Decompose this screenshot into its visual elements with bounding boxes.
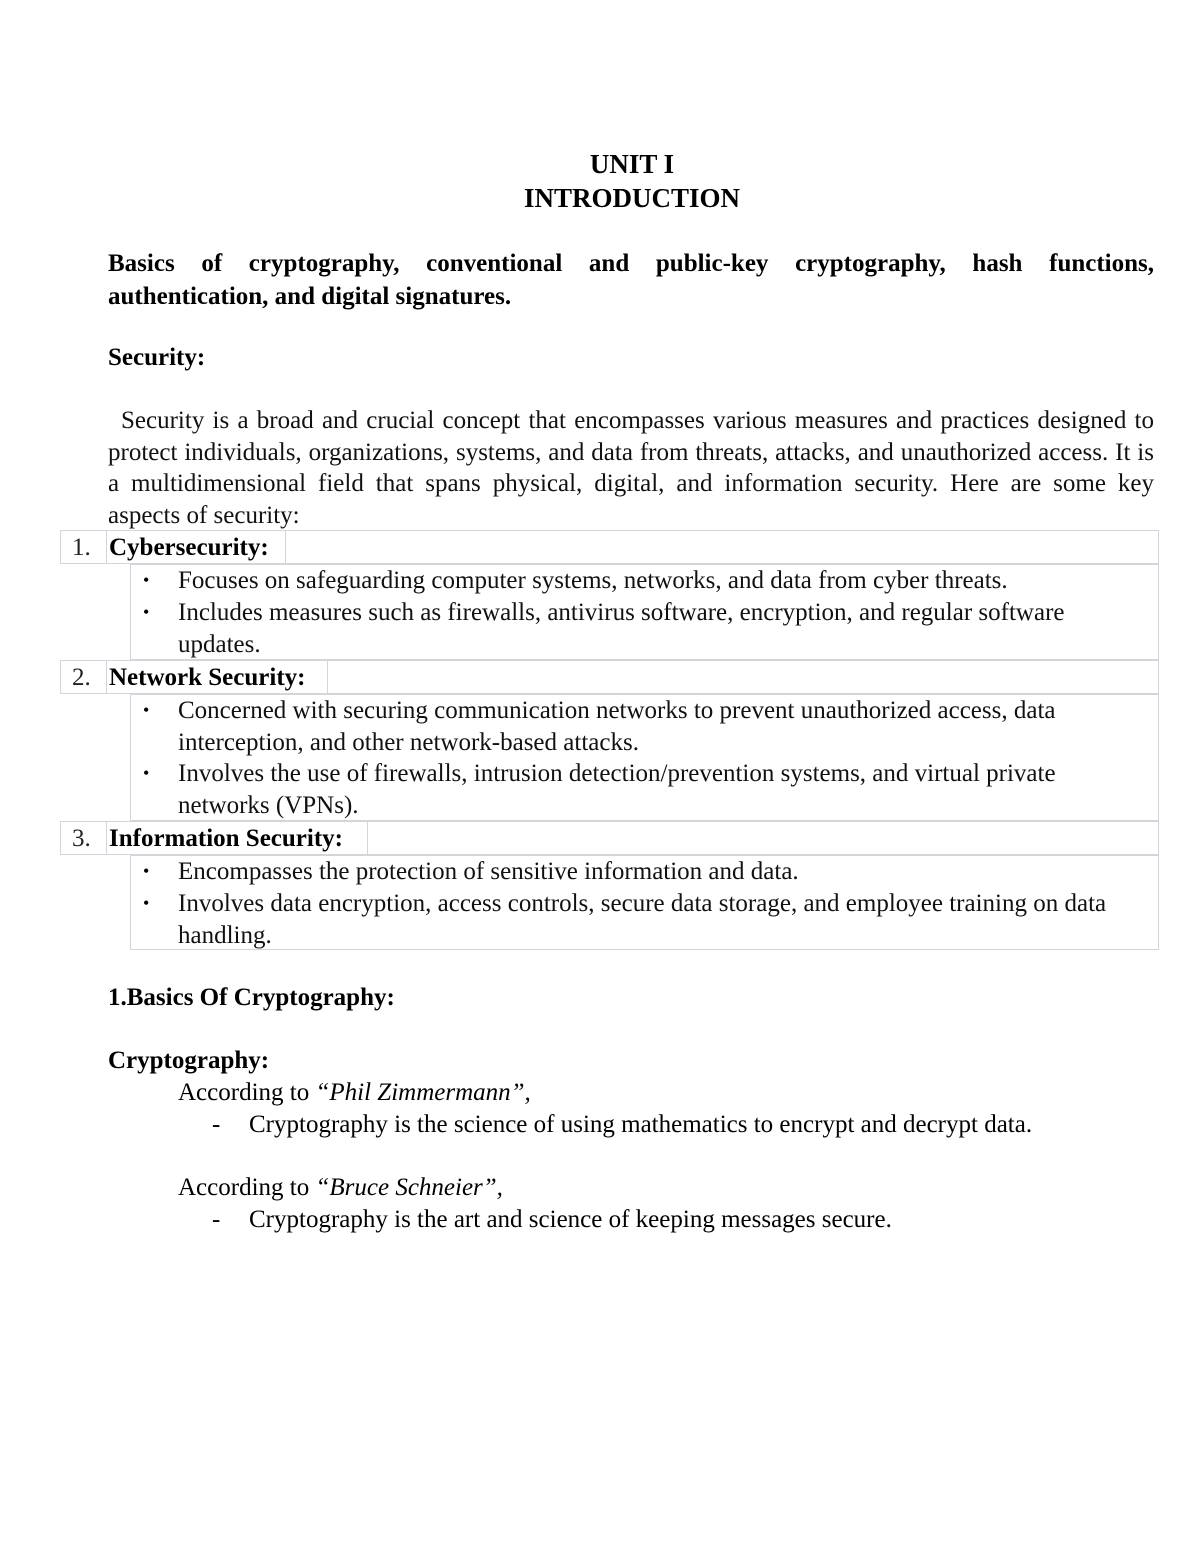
- aspect-1-bullet-2: Includes measures such as firewalls, antivirus software, encryption, and regular software updates.: [178, 599, 1065, 658]
- definition-1-prefix: According to: [178, 1079, 316, 1106]
- bullet-icon: •: [143, 570, 150, 590]
- aspect-2-title: Network Security:: [109, 664, 306, 691]
- basics-heading: 1.Basics Of Cryptography:: [108, 984, 395, 1011]
- definition-2-source: [178, 1172, 503, 1204]
- security-paragraph-body: Security is a broad and crucial concept that encompasses various measures and practices designed to protect individuals, organizations, systems, and data from threats, attacks, and unauthorized access. It is a multidimensional field that spans physical, digital, and information: [108, 407, 1154, 497]
- security-heading: Security:: [108, 344, 206, 371]
- bullet-icon: •: [143, 763, 150, 783]
- aspect-1-title: Cybersecurity:: [109, 534, 269, 561]
- aspect-3-title: Information Security:: [109, 825, 343, 852]
- aspect-2-bullet-2: Involves the use of firewalls, intrusion detection/prevention systems, and virtual private networks (VPNs).: [178, 760, 1056, 819]
- security-paragraph-end: security. Here are some key aspects of security:: [108, 470, 1154, 529]
- definition-1-author: “Phil Zimmermann”,: [315, 1079, 531, 1106]
- definition-2-dash: -: [212, 1206, 221, 1233]
- aspect-3-number: 3.: [72, 825, 91, 852]
- cryptography-heading: Cryptography:: [108, 1047, 270, 1074]
- syllabus-summary: Basics of cryptography, conventional and public-key cryptography, hash functions, authentication, and digital signatures.: [108, 250, 1154, 310]
- definition-2-author: “Bruce Schneier”,: [315, 1174, 503, 1201]
- aspect-3-bullet-1: Encompasses the protection of sensitive information and data.: [178, 858, 799, 885]
- aspect-2-bullet-1: Concerned with securing communication networks to prevent unauthorized access, data interception, and other network-based attacks.: [178, 697, 1056, 756]
- bullet-icon: •: [143, 602, 150, 622]
- aspect-1-number: 1.: [72, 534, 91, 561]
- aspect-1-bullet-1: Focuses on safeguarding computer systems, networks, and data from cyber threats.: [178, 567, 1008, 594]
- definition-2-text: Cryptography is the art and science of keeping messages secure.: [249, 1206, 892, 1233]
- definition-1-source: [178, 1077, 531, 1109]
- definition-2-prefix: According to: [178, 1174, 316, 1201]
- bullet-icon: •: [143, 861, 150, 881]
- definition-1-text: Cryptography is the science of using mathematics to encrypt and decrypt data.: [249, 1111, 1033, 1138]
- security-paragraph: [108, 405, 1154, 531]
- aspect-2-number: 2.: [72, 664, 91, 691]
- definition-1-dash: -: [212, 1111, 221, 1138]
- bullet-icon: •: [143, 893, 150, 913]
- bullet-icon: •: [143, 700, 150, 720]
- page-title: INTRODUCTION: [523, 183, 741, 213]
- aspect-3-bullet-2: Involves data encryption, access controls, secure data storage, and employee training on data handling.: [178, 890, 1107, 949]
- unit-label: UNIT I: [589, 149, 675, 179]
